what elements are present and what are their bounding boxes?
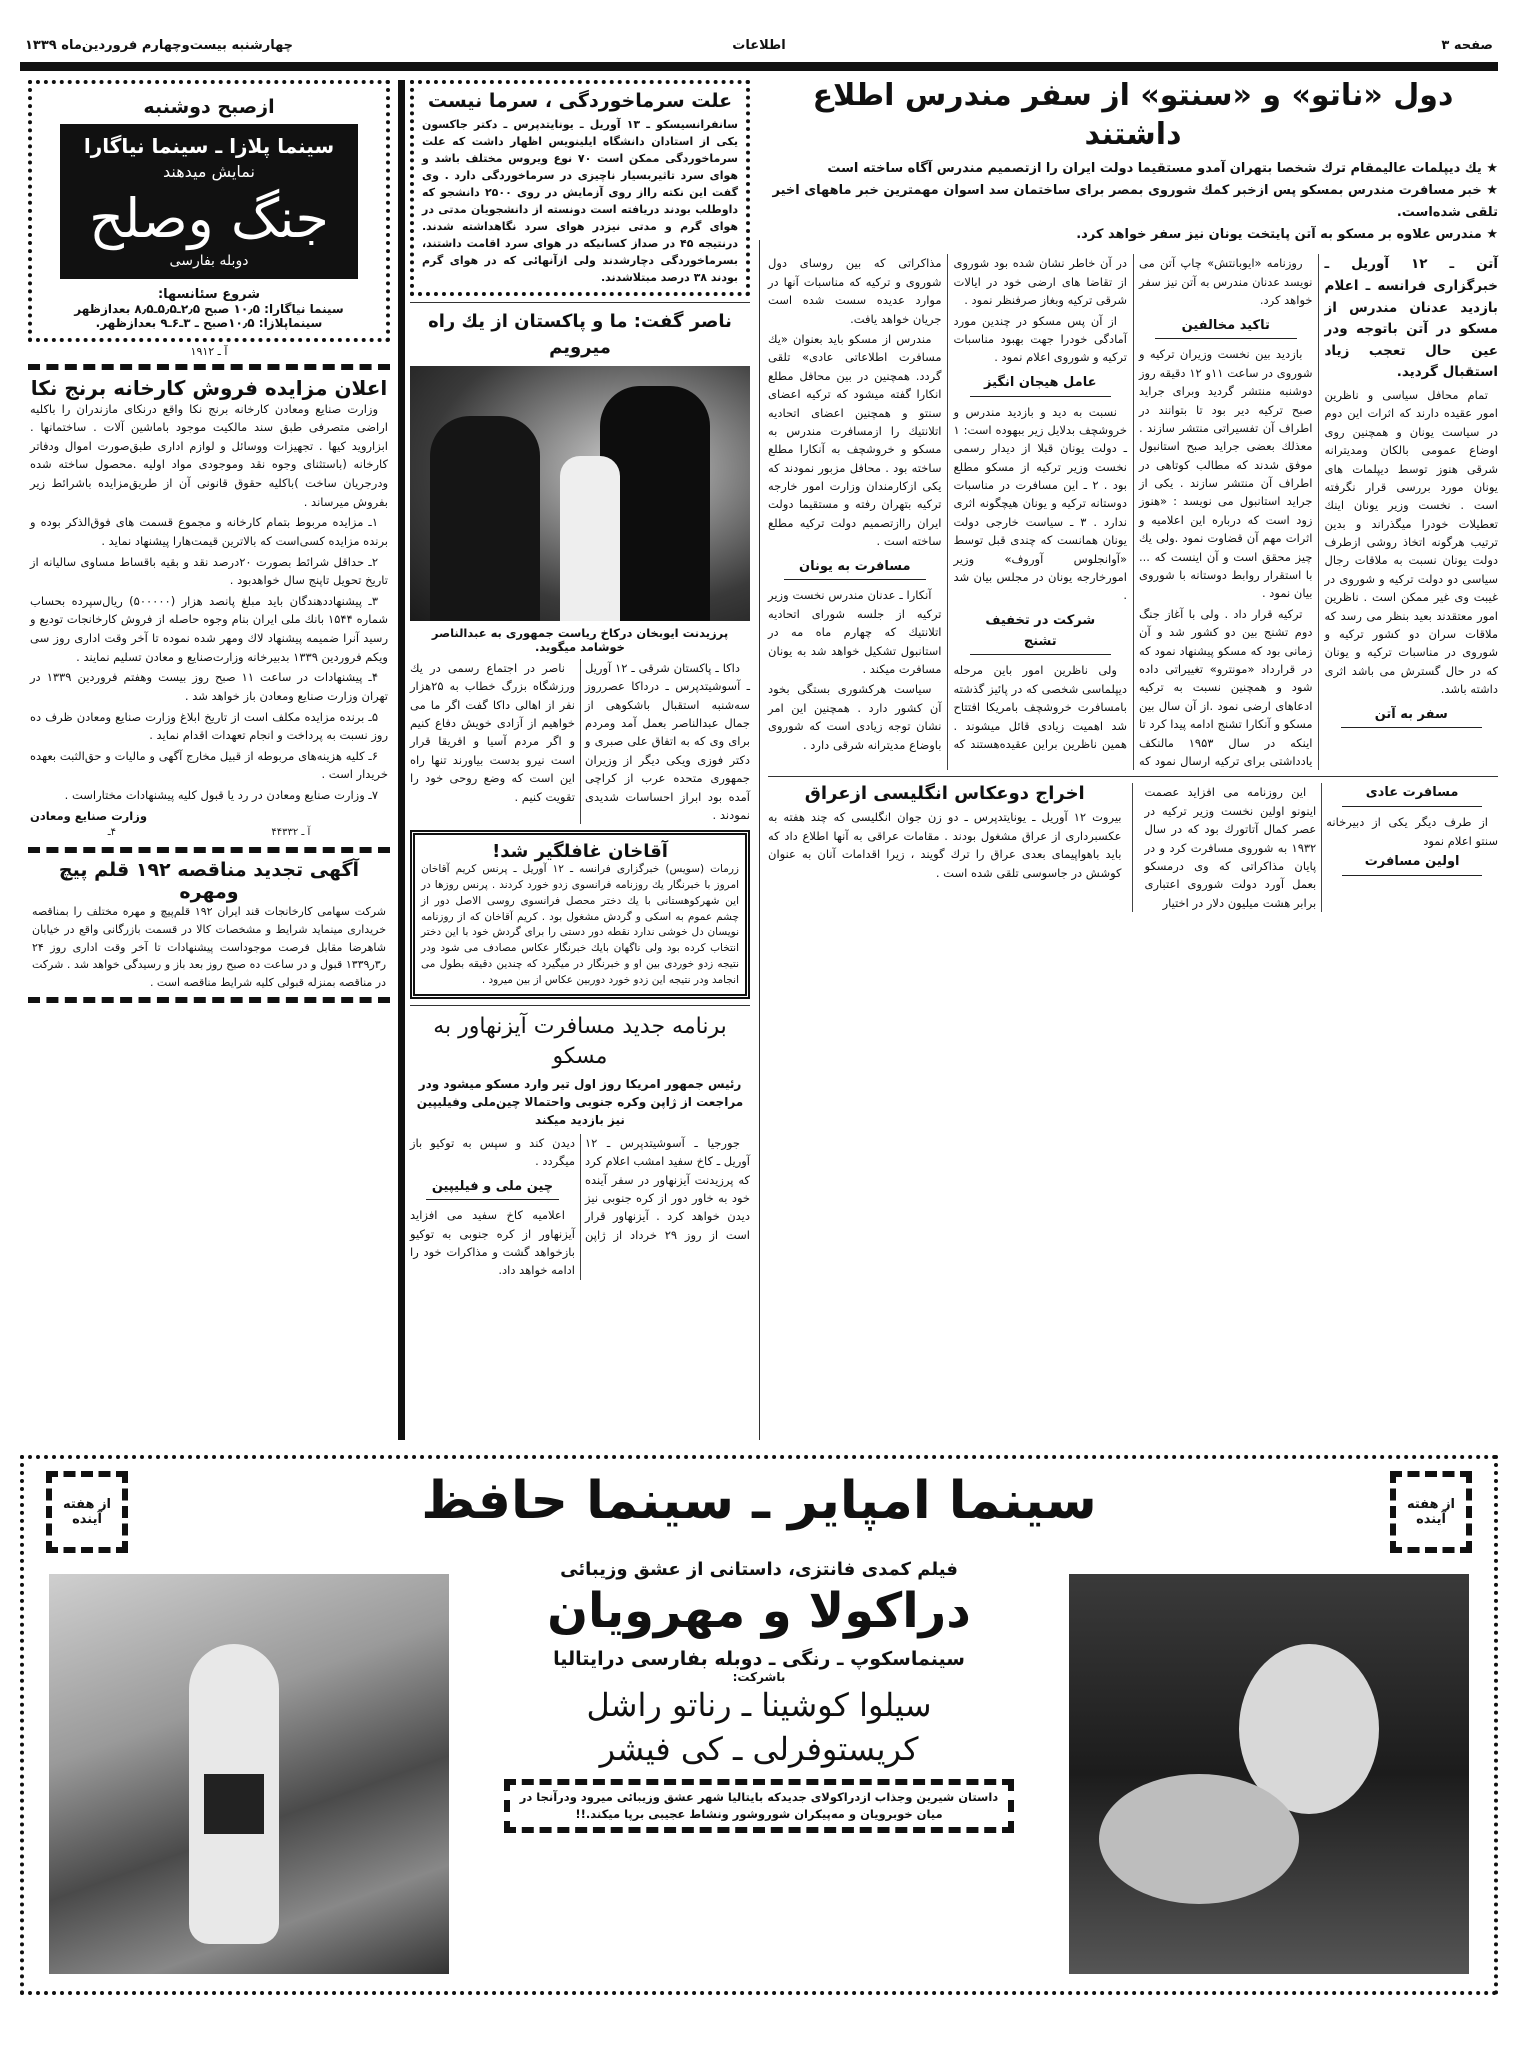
auction-item: ۲ـ حداقل شرائط بصورت ۲۰درصد نقد و بقیه باقساط مساوی سالیانه از تاریخ تحویل تاپنج سال خواهدبود . <box>30 554 388 588</box>
film-blurb-box: داستان شیرین وجذاب ازدراکولای جدیدکه بایتالیا شهر عشق وزیبائی میرود ودرآنجا در میان خوبرویان و مه‌پیکران شوروشور ونشاط عجیبی برپا میکند.!! <box>504 1779 1014 1834</box>
divider <box>410 302 750 303</box>
coming-next-week-badge: از هفته آینده <box>46 1471 128 1553</box>
divider <box>768 776 1498 777</box>
ad-presents: نمایش میدهند <box>163 162 255 181</box>
auction-item: ۳ـ پیشنهاددهندگان باید مبلغ پانصد هزار (۵۰۰۰۰۰) ریال‌سپرده بحساب شماره ۱۵۴۴ بانك ملی ایران بنام وجوه حاصله از فروش کارخانجات تودیع و رسید آنرا ضمیمه پیشنهاد لاك ومهر شده نموده تا آخر وقت اداری روز سی ویکم فروردین ۱۳۳۹ بدبیرخانه وزارت‌صنایع و معادن تسلیم نمایند . <box>30 593 388 664</box>
agakhan-body: زرمات (سویس) خبرگزاری فرانسه ـ ۱۲ آوریل ـ پرنس کریم آقاخان امروز با خبرنگار یك روزنامه فرانسوی زدو خورد کردند . پرنس روزها در این شهرکوهستانی با یك دختر محصل فرانسوی روسی الاصل دور از چشم عموم به اسکی و گردش مشغول بود . کریم آقاخان که از روزنامه نویسان دل خوشی ندارد نقطه دور دستی را برای گردش خود با این دختر انتخاب کرده بود ولی ناگهان بایك خبرنگار عکاس مصادف می شود ودر نتیجه زدو خوردی بین او و خبرنگار در میگیرد که چندین دقیقه بطول می انجامد ودر نتیجه این زدو خورد دوربین عکاس از بین میرود . <box>421 863 739 986</box>
middle-column <box>410 80 750 1280</box>
divider <box>410 1005 750 1006</box>
paragraph: از طرف دیگر یکی از دبیرخانه سنتو اعلام نمود <box>1326 815 1498 848</box>
bullet-text: مندرس علاوه بر مسکو به آتن پایتخت یونان نیز سفر خواهد کرد. <box>1076 227 1482 243</box>
showtimes-label: شروع سئانسها: <box>157 286 261 302</box>
bullet-item: ★ یك دیپلمات عالیمقام ترك شخصا بتهران آمدو مستقیما دولت ایران را ازتصمیم مندرس آگاه ساخته است <box>827 161 1498 176</box>
bullet-item: ★ مندرس علاوه بر مسکو به آتن پایتخت یونان نیز سفر خواهد کرد. <box>1076 227 1498 243</box>
agakhan-headline: آقاخان غافلگیر شد! <box>492 841 668 863</box>
paragraph: تمام محافل سیاسی و ناظرین امور عقیده دارند که اثرات این دوم در سیاست یونان و همچنین روی اوضاع عمومی بالکان ومدیترانه شرقی هنوز توسط دیپلمات های یونان مورد بررسی قرار نگرفته است . نخست وزیر یونان اینك تعطیلات خودرا میگذراند و بدین ترتیب هرگونه اتخاذ روشی ازطرف دولت یونان نسبت به ملاقات رجال سیاسی دو دولت ترکیه و شوروی در غیبت وی غیر ممکن است . ناظرین امور معتقدند بعید بنظر می رسد که ملاقات سران دو کشور ترکیه و شوروی در مناسبات ترکیه و یونان که در حال گسترش می باشد اثری داشته باشد. <box>1324 387 1498 697</box>
bullet-text: یك دیپلمات عالیمقام ترك شخصا بتهران آمدو مستقیما دولت ایران را ازتصمیم مندرس آگاه ساخته است <box>827 161 1482 176</box>
subhead: چین ملی و فیلیپین <box>426 1177 559 1201</box>
nasser-story-body <box>410 659 750 825</box>
subhead: تاکید مخالفین <box>1155 316 1297 340</box>
iraq-story <box>768 783 1133 912</box>
auction-signature: وزارت صنایع ومعادن <box>30 808 147 823</box>
photo-caption: پرزیدنت ایوبخان درکاخ ریاست جمهوری به عبدالناصر خوشامد میگوید. <box>431 625 729 654</box>
showtimes-plaza: سینماپلازا: ۱۰٫۵صبح ـ ۳ـ۶ـ۹ بعدازظهر. <box>95 315 323 330</box>
agakhan-box <box>410 830 750 999</box>
auction-item: ۱ـ مزایده مربوط بتمام کارخانه و مجموع قسمت های فوق‌الذکر بوده و برنده مزایده کسی‌است که بالاترین قیمت‌هارا پیشنهاد نماید . <box>30 515 388 548</box>
paragraph: ترکیه قرار داد . ولی با آغاز جنگ دوم تشنج بین دو کشور شد و آن زمانی بود که مسکو پیشنهاد نمود که در قرارداد «مونترو» تغییراتی داده شود و همچنین نسبت به ترکیه ادعاهای ارضی نمود .از آن سال بین مسکو و آنکارا تشنج ادامه پیدا کرد تا اینکه در سال ۱۹۵۳ مالنکف یادداشتی برای ترکیه ارسال نمود که در آن خاطر نشان شده بود شوروی از تقاضا های ارضی خود در ایالات شرقی ترکیه وبغاز صرفنظر نمود . <box>953 256 1313 768</box>
film-ad-center <box>464 1559 1054 1833</box>
ad-dubbed: دوبله بفارسی <box>169 252 249 269</box>
dracula-film-ad <box>20 1455 1498 1995</box>
auction-headline: اعلان مزایده فروش کارخانه برنج نکا <box>30 375 388 400</box>
film-genre: فیلم کمدی فانتزی، داستانی از عشق وزیبائی <box>560 1559 958 1580</box>
ad-black-panel <box>60 124 358 279</box>
actress-on-rocks-photo <box>49 1574 449 1974</box>
lead-bullets <box>768 158 1498 246</box>
cast-line-2: کریستوفرلی ـ کی فیشر <box>599 1729 919 1768</box>
lead-headline: دول «ناتو» و «سنتو» از سفر مندرس اطلاع داشتند <box>812 78 1454 152</box>
subhead: مسافرت به یونان <box>784 557 926 581</box>
subhead: سفر به آتن <box>1341 705 1483 729</box>
nasser-headline: ناصر گفت: ما و پاکستان از یك راه میرویم <box>428 311 732 358</box>
nasser-body-continued: ناصر در اجتماع رسمی در یك ورزشگاه بزرگ خطاب به ۲۵هزار نفر از اهالی داکا گفت اگر ما می خواهیم از آزادی خویش دفاع کنیم و اگر مردم آسیا و افریقا قرار است نیرو بدست بیاورند تنها راه این است که وضع روحی خود را تقویت کنیم . <box>410 660 575 804</box>
cold-body: سانفرانسیسکو ـ ۱۳ آوریل ـ یونایتدپرس ـ دکتر جاکسون یکی از استادان دانشگاه ایلینویس اظهار داشت که علت سرماخوردگی ممکن است ۷۰ نوع ویروس مختلف باشد و هوای سرد تاثیربسیار ناچیزی در سرماخوردگی دارد . وی گفت این نکته رااز روی آزمایش در روی ۲۵۰۰ دانشجو که داوطلب بودند دریافته است دونسته از دانشجویان مدتی در هوای گرم و مدتی نیزدر هوای سرد نگاهداشته شدند. درنتیجه ۴۵ در صداز کسانیکه در هوای سرد اقامت داشتند، بسرماخوردگی دچارشدند ولی ازآنهائی که در هوای گرم بودند ۳۸ درصد مبتلاشدند. <box>422 118 738 285</box>
column-separator <box>398 80 405 1440</box>
subhead: مسافرت عادی <box>1342 783 1482 807</box>
ad-code: ۴ـ <box>107 827 116 839</box>
tender-body: شرکت سهامی کارخانجات قند ایران ۱۹۲ قلم‌پیچ و مهره مختلف را بمناقصه خریداری مینماید شرایط و مشخصات کالا در قسمت بازرگانی واقع در خیابان شاهرضا مقابل فرصت موجوداست پیشنهادات تا آخر وقت اداری روز ۲۴ ر۳ر۱۳۳۹ قبول و در ساعت ده صبح روز بعد باز و رسیدگی خواهد شد . شرکت در مناقصه بمنزله قبولی کلیه شرایط مناقصه است . <box>32 905 386 989</box>
ad-code: آ ـ ۱۹۱۲ <box>190 344 228 358</box>
auction-item: ۵ـ برنده مزایده مکلف است از تاریخ ابلاغ وزارت صنایع ومعادن ظرف ده روز نسبت به پرداخت و انجام تعهدات اقدام نماید . <box>30 709 388 743</box>
iraq-story-body: بیروت ۱۲ آوریل ـ یونایتدپرس ـ دو زن جوان انگلیسی که چند هفته به عکسبرداری از عراق مشغول بودند . مقامات عراقی به آنها اطلاع داد که باید باهواپیمای بعدی عراق را ترك گویند ، زیرا اقدامات آنان به عنوان کوشش در جاسوسی تلقی شده است . <box>768 810 1122 880</box>
showtimes-niagara: سینما نیاگارا: ۱۰٫۵ صبح ۲٫۵ـ۵٫۵ـ۸٫۵ بعدازظهر <box>74 301 344 316</box>
auction-item: ۷ـ وزارت صنایع ومعادن در رد یا قبول کلیه پیشنهادات مختاراست . <box>64 788 378 802</box>
ad-border <box>28 364 390 370</box>
ad-border <box>28 847 390 853</box>
film-format: سینماسکوپ ـ رنگی ـ دوبله بفارسی درایتالیا <box>553 1648 965 1671</box>
paragraph: نسبت به دید و بازدید مندرس و خروشچف بدلایل زیر ببهوده است: ۱ ـ دولت یونان قبلا از دیدار رسمی نخست وزیر ترکیه از مسکو مطلع بود . ۲ ـ این مسافرت در مناسبات دوستانه ترکیه و یونان هیچگونه اثری ندارد . ۳ ـ سیاست خارجی دولت یونان همانست که چندی قبل توسط «آوانجلوس آوروف» وزیر امورخارجه یونان در مجلس بیان شد . <box>953 404 1127 603</box>
paragraph: جورجیا ـ آسوشیتدپرس ـ ۱۲ آوریل ـ کاخ سفید امشب اعلام کرد که پرزیدنت آیزنهاور در سفر آینده خود به خاور دور از کره جنوبی نیز دیدن خواهد کرد . آیزنهاور قرار است از روز ۲۹ خرداد از ژاپن دیدن کند و سپس به توکیو باز میگردد . <box>410 1135 751 1242</box>
photo-figure <box>1099 1774 1299 1904</box>
left-column <box>28 80 390 1009</box>
subhead: شرکت در تخفیف تشنج <box>970 611 1112 656</box>
paragraph: بازدید بین نخست وزیران ترکیه و شوروی در ساعت ۱۱و ۱۲ دقیقه روز دوشنبه منتشر گردید وبرای جراید صبح ترکیه دیر بود تا بتوانند در اطراف آن تفسیراتی منتشر سازند . معذلك بعضی جراید صبح استانبول موفق شدند که مطالب کوتاهی در اطراف آن منتشر سازند . یکی از جراید استانبول می نویسد : «هنوز زود است که درباره این اعلامیه و اثرات مهم آن قضاوت نمود .ولی یك چیز محقق است و آن اینست که ... با استقرار روابط دوستانه با شوروی بیان نمود . <box>1139 347 1313 601</box>
cold-news-box <box>410 80 750 296</box>
photo-figure <box>430 416 540 621</box>
paragraph: مندرس از مسکو باید بعنوان «یك مسافرت اطلاعاتی عادی» تلقی گردد. همچنین در بین محافل مطلع انکارا گفته میشود که ترکیه اعضای سنتو و همچنین اعضای اتحادیه اتلانتیك را ازمسافرت مندرس به مسکو و خروشچف به آنکارا مطلع ساخته بود . محافل مزبور نمودند که یکی ازکارمندان وزارت امور خارجه ترکیه بتهران رفته و مستقیما دولت ایران راازتصمیم دولت ترکیه مطلع ساخته است . <box>768 331 942 549</box>
war-and-peace-ad <box>28 80 390 342</box>
eisenhower-subheadline: رئیس جمهور امریکا روز اول تیر وارد مسکو میشود ودر مراجعت از ژاپن وکره جنوبی واحتمالا چین‌ملی وفیلیپین نیز بازدید میکند <box>416 1076 744 1127</box>
ad-film-title: جنگ وصلح <box>89 187 329 250</box>
paragraph: وزارت صنایع ومعادن کارخانه برنج نکا واقع درنکای مازندران را باکلیه اراضی متصرفی طبق سند مالکیت موجود باماشین آلات . ساختمانها . ابزاروید کیها . تجهیزات ووسائل و لوازم اداری طبق‌صورت اموال ودفاتر کارخانه (باستثنای وجوه نقد وموجودی مواد اولیه .محصول ساخته شده ودرجریان ساخت )باکلیه حقوق قانونی آن از طریق‌مزایده باشرائط زیر بفروش میرساند . <box>30 401 388 509</box>
eisenhower-headline: برنامه جدید مسافرت آیزنهاور به مسکو <box>433 1014 727 1070</box>
lead-story <box>768 76 1498 912</box>
paper-name: اطلاعات <box>732 38 786 53</box>
cold-headline: علت سرماخوردگی ، سرما نیست <box>427 90 733 112</box>
ad-code: آ ـ ۴۴۳۳۲ <box>271 827 311 839</box>
iraq-headline: اخراج دوعکاس انگلیسی ازعراق <box>804 783 1085 805</box>
lower-stories-row <box>768 783 1498 912</box>
auction-body <box>28 400 390 842</box>
paragraph: روزنامه «ایوبانتش» چاپ آتن می نویسد عدنان مندرس به آتن نیز سفر خواهد کرد. <box>1139 256 1313 308</box>
lead-story-continuation <box>1145 783 1499 912</box>
film-title: دراکولا و مهرویان <box>547 1583 971 1639</box>
paragraph: ولی ناظرین امور باین مرحله دیپلماسی شخصی که در پائیز گذشته بامسافرت خروشچف بامریکا افتتاح شد اهمیت زیادی قائل میشوند . همین ناظرین براین عقیده‌هستند که مذاکراتی که بین روسای دول شوروی و ترکیه که مناسبات آنها در موارد عدیده سست شده است جریان خواهد یافت. <box>768 256 1127 751</box>
bullet-item: ★ خبر مسافرت مندرس بمسکو پس ازخبر کمك شوروی بمصر برای ساختمان سد اسوان مهمترین خبر ماههای اخیر تلقی شده‌است. <box>772 183 1498 221</box>
issue-date: چهارشنبه بیست‌وچهارم فروردین‌ماه ۱۳۳۹ <box>25 38 294 53</box>
cast-line-1: سیلوا کوشینا ـ رناتو راشل <box>586 1686 932 1725</box>
tender-headline: آگهی تجدید مناقصه ۱۹۲ قلم پیچ ومهره <box>58 859 360 904</box>
photo-swimsuit <box>204 1774 264 1834</box>
eisenhower-body <box>410 1134 750 1280</box>
nasser-body: داکا ـ پاکستان شرقی ـ ۱۲ آوریل ـ آسوشیتدپرس ـ درداکا عصرروز سه‌شنبه استقبال باشکوهی از جمال عبدالناصر بعمل آمد ومردم برای وی که به اتفاق علی صبری و دکتر فوزی ویکی دیگر از وزیران جمهوری متحده عرب از کراچی آمده بود ابراز احساسات شدیدی نمودند . <box>585 660 750 822</box>
page-number: صفحه ۳ <box>1441 38 1493 53</box>
ad-theaters: سینما پلازا ـ سینما نیاگارا <box>83 134 335 158</box>
paragraph: اعلامیه کاخ سفید می افزاید آیزنهاور از کره جنوبی به توکیو بازخواهد گشت و مذاکرات خود را ادامه خواهد داد. <box>410 1208 575 1278</box>
paragraph: از آن پس مسکو در چندین مورد آمادگی خودرا جهت بهبود مناسبات ترکیه و شوروی اعلام نمود . <box>953 313 1127 365</box>
dracula-scene-photo <box>1069 1574 1469 1974</box>
paragraph: آنکارا ـ عدنان مندرس نخست وزیر ترکیه از جلسه شورای اتحادیه اتلانتیك که چهارم ماه مه در استانبول تشکیل خواهد شد به یونان مسافرت میکند . <box>768 588 942 676</box>
subhead: عامل هیجان انگیز <box>970 373 1112 397</box>
auction-item: ۴ـ پیشنهادات در ساعت ۱۱ صبح روز بیست وهفتم فروردین ۱۳۳۹ در تهران وزارت صنایع ومعادن باز خواهد شد . <box>30 670 388 703</box>
subhead: اولین مسافرت <box>1342 852 1482 876</box>
bullet-text: خبر مسافرت مندرس بمسکو پس ازخبر کمك شوروی بمصر برای ساختمان سد اسوان مهمترین خبر ماههای اخیر تلقی شده‌است. <box>772 183 1498 221</box>
auction-codes <box>30 825 388 841</box>
paragraph: این روزنامه می افزاید عصمت اینونو اولین نخست وزیر ترکیه در عصر کمال آتاتورك بود که در سال ۱۹۳۲ به شوروی مسافرت کرد و در پایان مذاکراتی که وی درمسکو بعمل آورد دولت شوروی اعتباری برابر هشت میلیون دلار در اختیار <box>1144 785 1317 910</box>
nasser-ayubkhan-photo <box>410 366 750 621</box>
lead-story-body <box>768 254 1498 770</box>
masthead-rule <box>20 62 1498 71</box>
film-ad-theaters: سینما امپایر ـ سینما حافظ <box>421 1471 1097 1531</box>
cast-label: باشرکت: <box>732 1670 786 1685</box>
auction-item: ۶ـ کلیه هزینه‌های مربوطه از قبیل مخارج آگهی و مالیات و حق‌الثبت بعهده خریدار است . <box>30 748 388 782</box>
photo-figure <box>560 456 620 621</box>
column-separator <box>759 240 760 1440</box>
ad-top-line: ازصبح دوشنبه <box>143 96 275 118</box>
lead-paragraph: آتن ـ ۱۲ آوریل ـ خبرگزاری فرانسه ـ اعلام بازدید عدنان مندرس از مسکو در آتن باتوجه ودر عین حال تعجب زیاد استقبال گردید. <box>1324 256 1498 381</box>
paragraph: سیاست هرکشوری بستگی بخود آن کشور دارد . همچنین این امر نشان توجه زیادی است که شوروی باوضاع مدیترانه شرقی دارد . <box>768 682 942 752</box>
ad-border <box>28 997 390 1003</box>
coming-next-week-badge: از هفته آینده <box>1390 1471 1472 1553</box>
